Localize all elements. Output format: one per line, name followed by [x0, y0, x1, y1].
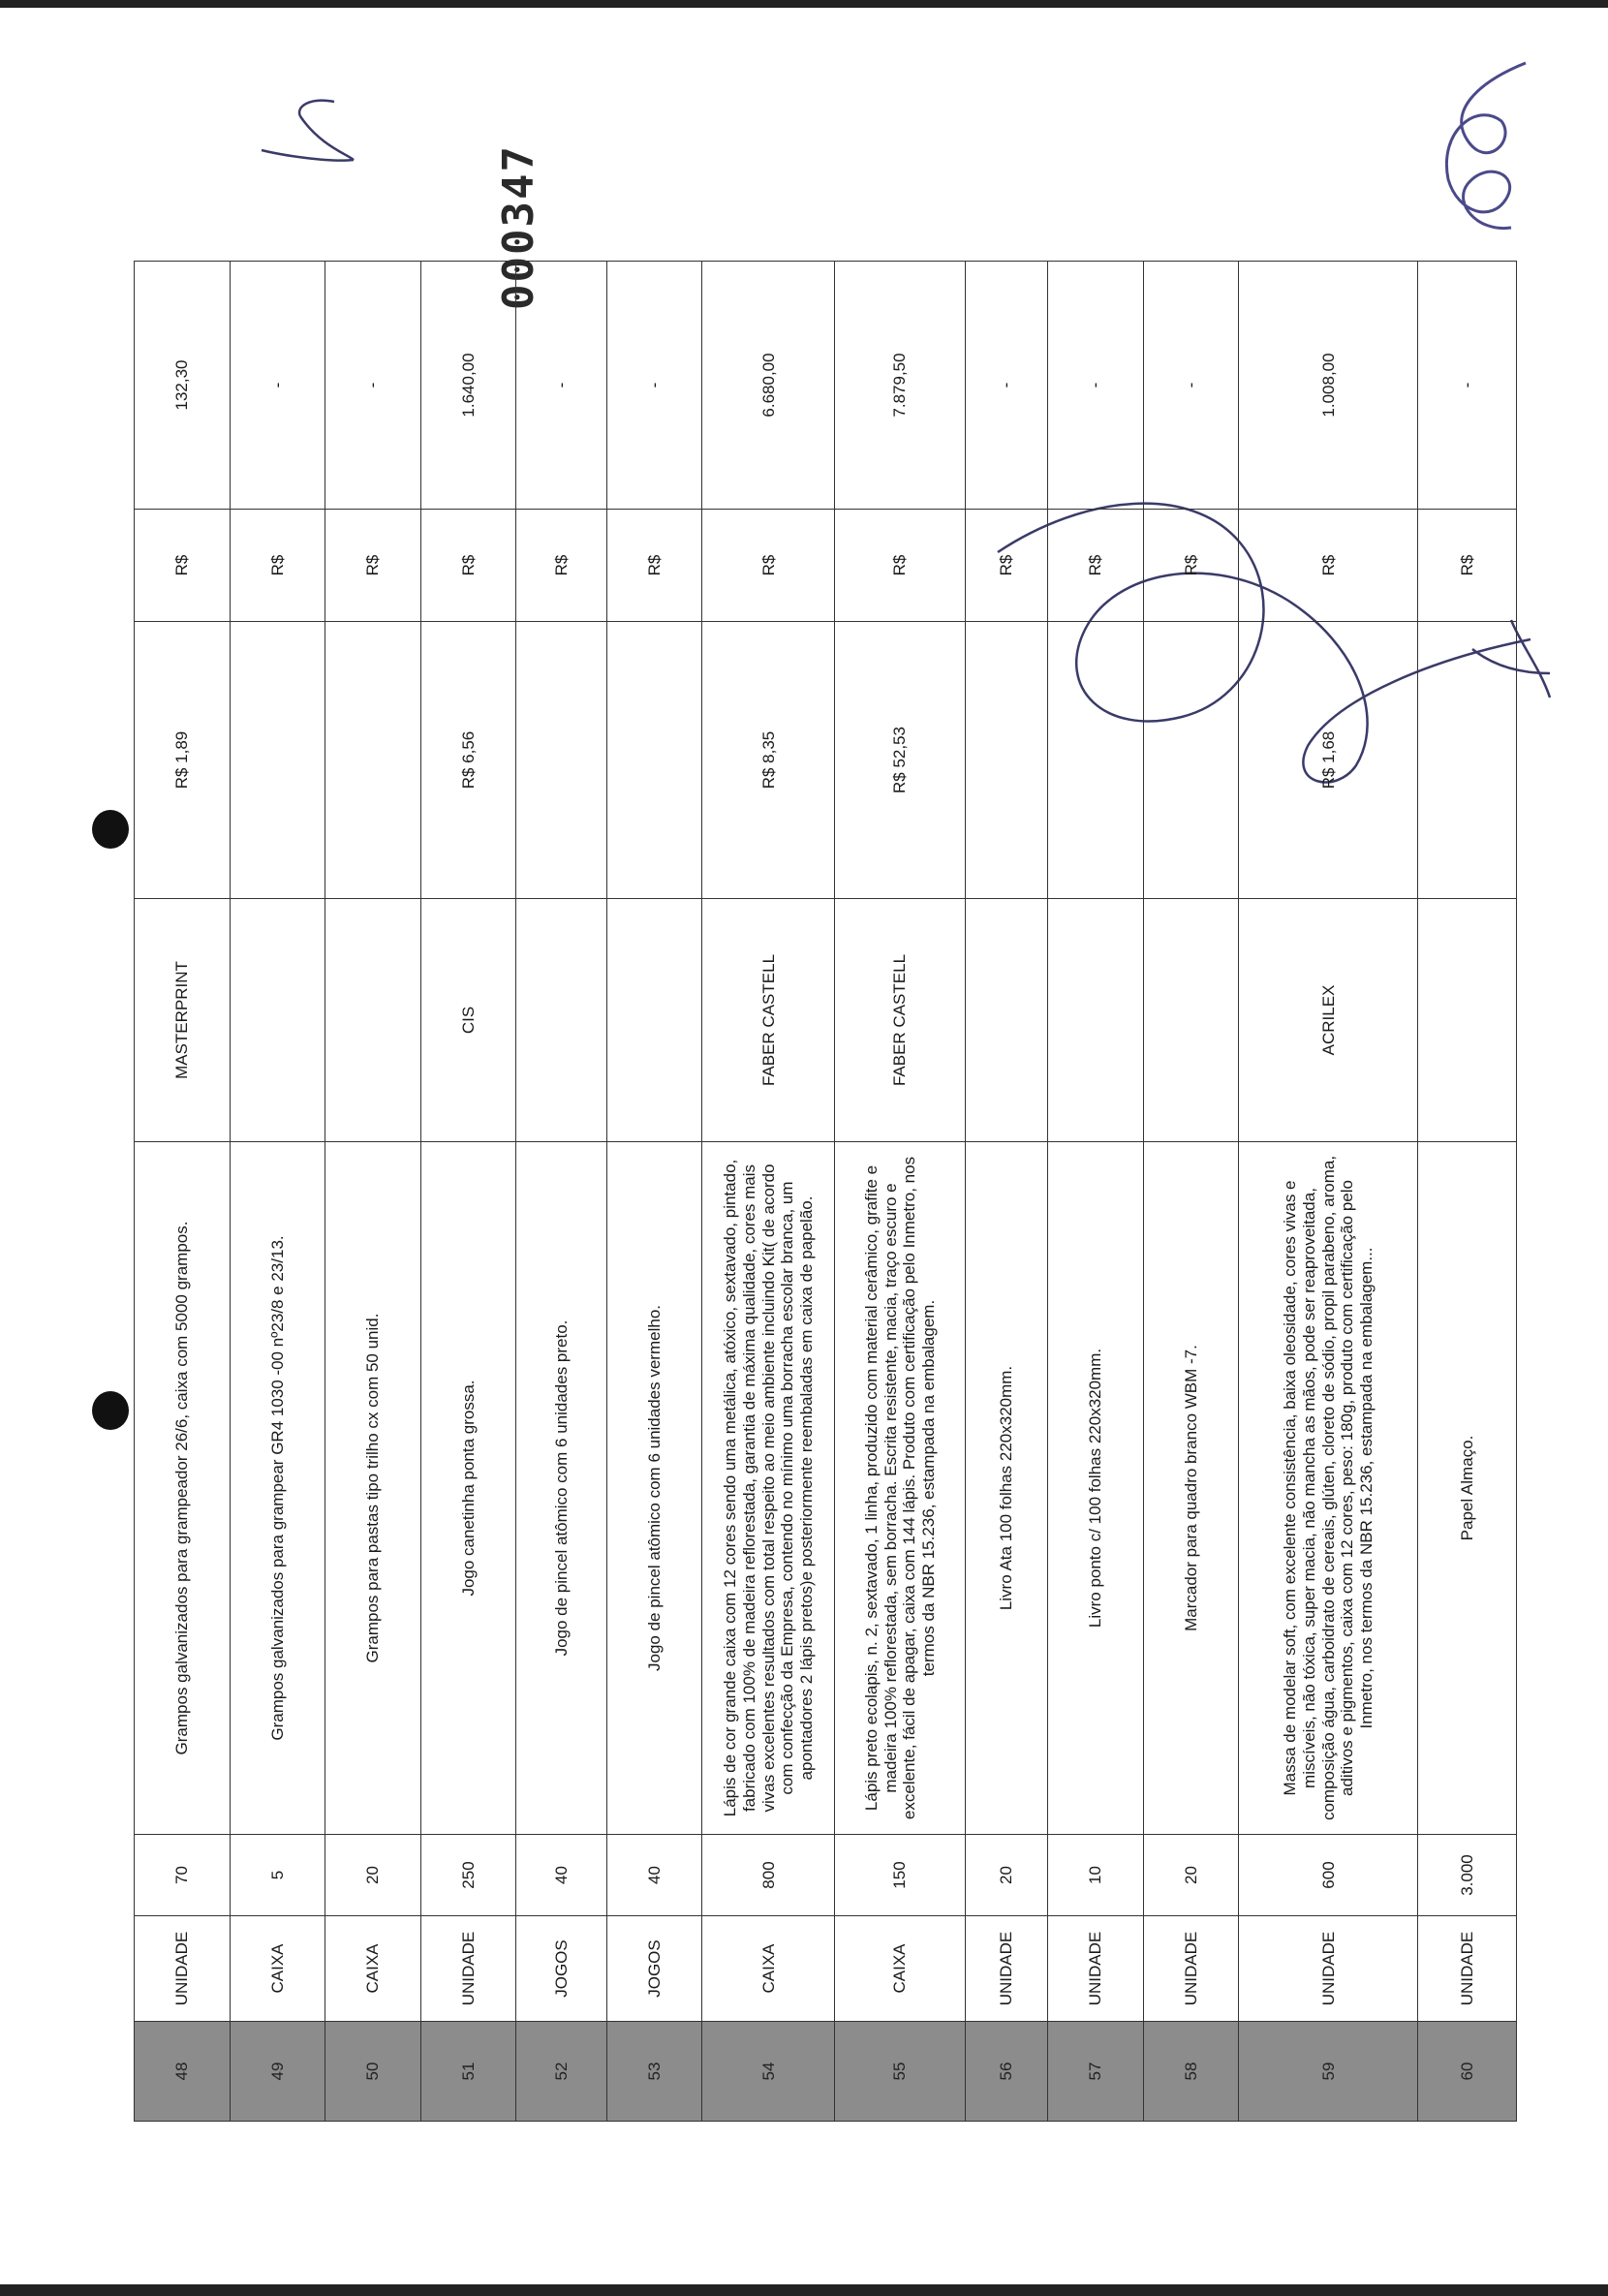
description-cell: Livro Ata 100 folhas 220x320mm.	[966, 1142, 1048, 1835]
description-cell: Papel Almaço.	[1418, 1142, 1517, 1835]
item-number-cell: 54	[702, 2022, 835, 2122]
scan-top-edge	[0, 0, 1608, 8]
total-cell: -	[230, 262, 325, 510]
item-number-cell: 57	[1048, 2022, 1144, 2122]
table-row	[966, 262, 1048, 2122]
brand-cell	[966, 899, 1048, 1142]
table-row	[1143, 262, 1239, 2122]
quantity-cell: 40	[606, 1835, 702, 1916]
total-cell: 1.640,00	[420, 262, 516, 510]
item-number-cell: 55	[835, 2022, 966, 2122]
table-row	[835, 262, 966, 2122]
currency-cell: R$	[1418, 510, 1517, 622]
currency-cell: R$	[420, 510, 516, 622]
item-number-cell: 59	[1239, 2022, 1418, 2122]
description-cell: Grampos galvanizados para grampear GR4 1030 -00 nº23/8 e 23/13.	[230, 1142, 325, 1835]
brand-cell: FABER CASTELL	[835, 899, 966, 1142]
total-cell: -	[516, 262, 606, 510]
currency-cell: R$	[606, 510, 702, 622]
quantity-cell: 20	[1143, 1835, 1239, 1916]
total-cell: -	[1418, 262, 1517, 510]
items-table-body	[135, 262, 1517, 2122]
table-row	[1239, 262, 1418, 2122]
unit-price-cell	[516, 622, 606, 899]
unit-price-cell: R$ 1,89	[135, 622, 231, 899]
table-row	[702, 262, 835, 2122]
brand-cell	[1048, 899, 1144, 1142]
brand-cell	[606, 899, 702, 1142]
unit-price-cell	[230, 622, 325, 899]
description-cell: Massa de modelar soft, com excelente consistência, baixa oleosidade, cores vivas e miscíveis, não tóxica, super macia, não mancha as mãos, pode ser reaproveitada, composição água, carboidrato de cereais, glúten, cloreto de sódio, propil parabeno, aroma, aditivos e pigmentos, caixa com 12 cores, peso: 180g, produto com certificação pelo Inmetro, nos termos da NBR 15.236, estampada na embalagem...	[1239, 1142, 1418, 1835]
brand-cell	[1418, 899, 1517, 1142]
unit-price-cell: R$ 6,56	[420, 622, 516, 899]
description-cell: Jogo de pincel atômico com 6 unidades preto.	[516, 1142, 606, 1835]
page-number-stamp: 000347	[494, 144, 543, 310]
description-cell: Marcador para quadro branco WBM -7.	[1143, 1142, 1239, 1835]
unit-cell: UNIDADE	[1418, 1916, 1517, 2022]
item-number-cell: 52	[516, 2022, 606, 2122]
currency-cell: R$	[230, 510, 325, 622]
quantity-cell: 250	[420, 1835, 516, 1916]
table-row	[1048, 262, 1144, 2122]
unit-cell: JOGOS	[516, 1916, 606, 2022]
item-number-cell: 50	[325, 2022, 421, 2122]
total-cell: 6.680,00	[702, 262, 835, 510]
unit-cell: CAIXA	[835, 1916, 966, 2022]
currency-cell: R$	[1048, 510, 1144, 622]
currency-cell: R$	[702, 510, 835, 622]
item-number-cell: 56	[966, 2022, 1048, 2122]
table-row	[325, 262, 421, 2122]
total-cell: -	[1143, 262, 1239, 510]
description-cell: Grampos para pastas tipo trilho cx com 50 unid.	[325, 1142, 421, 1835]
quantity-cell: 10	[1048, 1835, 1144, 1916]
total-cell: -	[325, 262, 421, 510]
item-number-cell: 53	[606, 2022, 702, 2122]
unit-price-cell	[966, 622, 1048, 899]
item-number-cell: 51	[420, 2022, 516, 2122]
unit-cell: UNIDADE	[1048, 1916, 1144, 2022]
unit-price-cell	[1418, 622, 1517, 899]
total-cell: 1.008,00	[1239, 262, 1418, 510]
brand-cell	[230, 899, 325, 1142]
quantity-cell: 5	[230, 1835, 325, 1916]
unit-price-cell	[1143, 622, 1239, 899]
scan-bottom-edge	[0, 2284, 1608, 2296]
items-table-rotated	[134, 262, 1517, 2122]
quantity-cell: 40	[516, 1835, 606, 1916]
item-number-cell: 48	[135, 2022, 231, 2122]
brand-cell	[516, 899, 606, 1142]
item-number-cell: 60	[1418, 2022, 1517, 2122]
brand-cell: MASTERPRINT	[135, 899, 231, 1142]
initial-mark	[242, 87, 368, 174]
total-cell: -	[966, 262, 1048, 510]
unit-price-cell	[325, 622, 421, 899]
currency-cell: R$	[1239, 510, 1418, 622]
total-cell: -	[606, 262, 702, 510]
punch-hole-bottom	[92, 1391, 129, 1430]
item-number-cell: 58	[1143, 2022, 1239, 2122]
unit-cell: UNIDADE	[1143, 1916, 1239, 2022]
handwritten-signature-top	[1409, 53, 1555, 242]
currency-cell: R$	[966, 510, 1048, 622]
unit-cell: CAIXA	[325, 1916, 421, 2022]
currency-cell: R$	[1143, 510, 1239, 622]
description-cell: Grampos galvanizados para grampeador 26/6, caixa com 5000 grampos.	[135, 1142, 231, 1835]
unit-price-cell	[606, 622, 702, 899]
table-row	[606, 262, 702, 2122]
quantity-cell: 70	[135, 1835, 231, 1916]
table-row	[230, 262, 325, 2122]
unit-price-cell: R$ 8,35	[702, 622, 835, 899]
unit-cell: CAIXA	[702, 1916, 835, 2022]
unit-price-cell	[1048, 622, 1144, 899]
item-number-cell: 49	[230, 2022, 325, 2122]
unit-cell: JOGOS	[606, 1916, 702, 2022]
quantity-cell: 3.000	[1418, 1835, 1517, 1916]
table-row	[1418, 262, 1517, 2122]
quantity-cell: 150	[835, 1835, 966, 1916]
description-cell: Jogo canetinha ponta grossa.	[420, 1142, 516, 1835]
unit-cell: UNIDADE	[420, 1916, 516, 2022]
description-cell: Jogo de pincel atômico com 6 unidades vermelho.	[606, 1142, 702, 1835]
brand-cell: FABER CASTELL	[702, 899, 835, 1142]
description-cell: Lápis de cor grande caixa com 12 cores sendo uma metálica, atóxico, sextavado, pintado, fabricado com 100% de madeira reflorestada, garantia de máxima qualidade, cores mais vivas excelentes resultados com total respeito ao meio ambiente incluindo Kit( de acordo com confecção da Empresa, contendo no mínimo uma borracha escolar branca, um apontadores 2 lápis pretos)e posteriormente reembaladas em caixa de papelão.	[702, 1142, 835, 1835]
table-row	[135, 262, 231, 2122]
unit-price-cell: R$ 1,68	[1239, 622, 1418, 899]
brand-cell: ACRILEX	[1239, 899, 1418, 1142]
table-row	[516, 262, 606, 2122]
quantity-cell: 800	[702, 1835, 835, 1916]
brand-cell: CIS	[420, 899, 516, 1142]
quantity-cell: 600	[1239, 1835, 1418, 1916]
quantity-cell: 20	[325, 1835, 421, 1916]
table-row	[420, 262, 516, 2122]
total-cell: 7.879,50	[835, 262, 966, 510]
unit-cell: UNIDADE	[1239, 1916, 1418, 2022]
description-cell: Lápis preto ecolapis, n. 2, sextavado, 1 linha, produzido com material cerâmico, grafite e madeira 100% reflorestada, sem borracha. Escrita resistente, macia, traço escuro e excelente, fácil de apagar, caixa com 144 lápis. Produto com certificação pelo Inmetro, nos termos da NBR 15.236, estampada na embalagem.	[835, 1142, 966, 1835]
brand-cell	[325, 899, 421, 1142]
unit-price-cell: R$ 52,53	[835, 622, 966, 899]
currency-cell: R$	[325, 510, 421, 622]
description-cell: Livro ponto c/ 100 folhas 220x320mm.	[1048, 1142, 1144, 1835]
unit-cell: UNIDADE	[966, 1916, 1048, 2022]
currency-cell: R$	[835, 510, 966, 622]
unit-cell: CAIXA	[230, 1916, 325, 2022]
items-table	[134, 261, 1517, 2122]
currency-cell: R$	[135, 510, 231, 622]
brand-cell	[1143, 899, 1239, 1142]
quantity-cell: 20	[966, 1835, 1048, 1916]
punch-hole-top	[92, 810, 129, 849]
total-cell: -	[1048, 262, 1144, 510]
total-cell: 132,30	[135, 262, 231, 510]
unit-cell: UNIDADE	[135, 1916, 231, 2022]
currency-cell: R$	[516, 510, 606, 622]
